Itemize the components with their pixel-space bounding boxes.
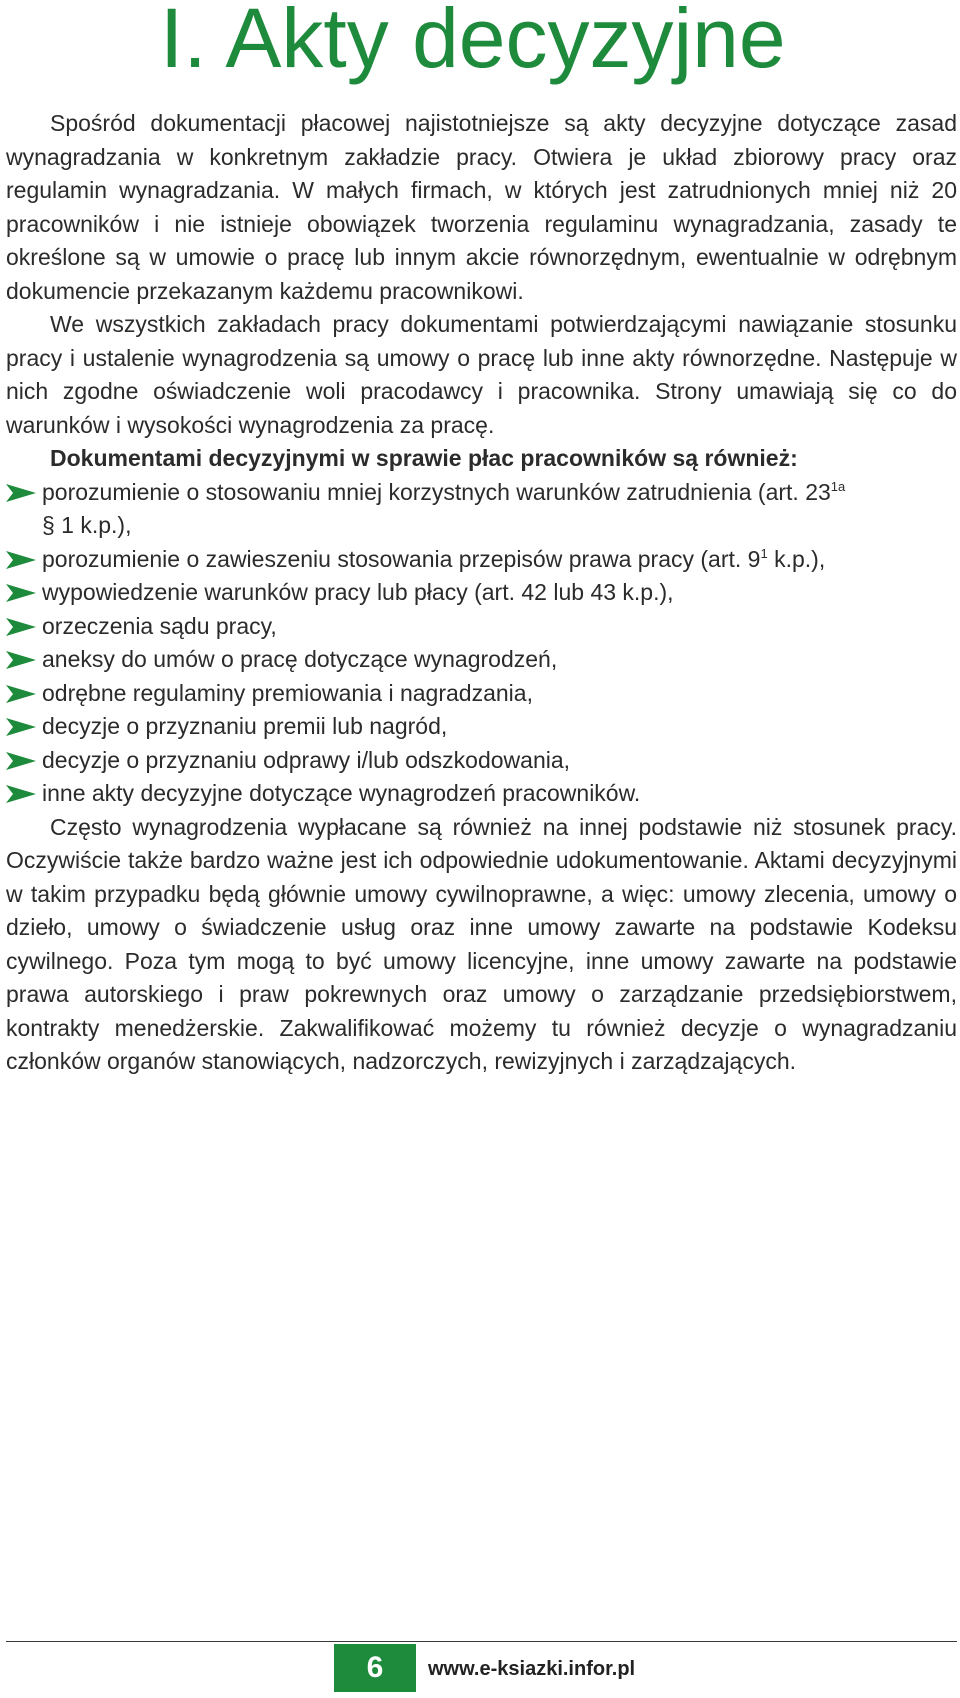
article-superscript: 1	[760, 545, 768, 561]
list-item-text: decyzje o przyznaniu odprawy i/lub odszkodowania,	[42, 746, 571, 773]
article-superscript: 1a	[830, 478, 846, 494]
list-item-text: orzeczenia sądu pracy,	[42, 612, 277, 639]
decision-documents-list	[6, 476, 957, 811]
arrowhead-bullet-icon	[6, 685, 36, 703]
paragraph-contracts: We wszystkich zakładach pracy dokumentami potwierdzającymi nawiązanie stosunku pracy i ustalenie wynagrodzenia są umowy o pracę lub inne akty równorzędne. Następuje w nich zgodne oświadczenie woli pracodawcy i pracownika. Strony umawiają się co do warunków i wysokości wynagrodzenia za pracę.	[6, 311, 957, 438]
list-item-text-cont: § 1 k.p.),	[42, 512, 132, 538]
list-item-text: wypowiedzenie warunków pracy lub płacy (art. 42 lub 43 k.p.),	[42, 579, 674, 605]
footer-url: www.e-ksiazki.infor.pl	[428, 1658, 636, 1680]
list-heading: Dokumentami decyzyjnymi w sprawie płac pracowników są również:	[50, 445, 798, 471]
arrowhead-bullet-icon	[6, 785, 36, 803]
list-item-text: odrębne regulaminy premiowania i nagradzania,	[42, 679, 533, 706]
list-item	[6, 643, 957, 677]
list-item-text-cont: k.p.),	[767, 545, 826, 572]
arrowhead-bullet-icon	[6, 584, 36, 602]
arrowhead-bullet-icon	[6, 484, 36, 502]
arrowhead-bullet-icon	[6, 718, 36, 736]
list-item	[6, 777, 957, 811]
page-number: 6	[334, 1644, 416, 1692]
list-item	[6, 476, 957, 543]
list-item	[6, 610, 957, 644]
arrowhead-bullet-icon	[6, 551, 36, 569]
list-item	[6, 677, 957, 711]
arrowhead-bullet-icon	[6, 752, 36, 770]
list-item	[6, 576, 957, 610]
arrowhead-bullet-icon	[6, 651, 36, 669]
arrowhead-bullet-icon	[6, 618, 36, 636]
paragraph-civil-contracts: Często wynagrodzenia wypłacane są również na innej podstawie niż stosunek pracy. Oczywiście także bardzo ważne jest ich odpowiednie udokumentowanie. Aktami decyzyjnymi w takim przypadku będą głównie umowy cywilnoprawne, a więc: umowy zlecenia, umowy o dzieło, umowy o świadczenie usług oraz inne umowy zawarte na podstawie Kodeksu cywilnego. Poza tym mogą to być umowy licencyjne, inne umowy zawarte na podstawie prawa autorskiego i praw pokrewnych oraz umowy o zarządzanie przedsiębiorstwem, kontrakty menedżerskie. Zakwalifikować możemy tu również decyzje o wynagradzaniu członków organów stanowiących, nadzorczych, rewizyjnych i zarządzających.	[6, 813, 957, 1074]
list-item	[6, 710, 957, 744]
page-title: I. Akty decyzyjne	[160, 0, 786, 85]
list-item	[6, 543, 957, 577]
list-item-text: aneksy do umów o pracę dotyczące wynagrodzeń,	[42, 646, 558, 672]
paragraph-intro: Spośród dokumentacji płacowej najistotniejsze są akty decyzyjne dotyczące zasad wynagradzania w konkretnym zakładzie pracy. Otwiera je układ zbiorowy pracy oraz regulamin wynagradzania. W małych firmach, w których jest zatrudnionych mniej niż 20 pracowników i nie istnieje obowiązek tworzenia regulaminu wynagradzania, zasady te określone są w umowie o pracę lub innym akcie równorzędnym, ewentualnie w odrębnym dokumencie przekazanym każdemu pracownikowi.	[6, 110, 957, 304]
list-item-text: decyzje o przyznaniu premii lub nagród,	[42, 713, 448, 739]
list-item-text: inne akty decyzyjne dotyczące wynagrodzeń pracowników.	[42, 780, 641, 806]
list-item	[6, 744, 957, 778]
body-text	[6, 107, 957, 1079]
footer-divider	[6, 1641, 957, 1642]
list-item-text: porozumienie o stosowaniu mniej korzystnych warunków zatrudnienia (art. 23	[42, 478, 831, 505]
list-item-text: porozumienie o zawieszeniu stosowania przepisów prawa pracy (art. 9	[42, 545, 761, 572]
